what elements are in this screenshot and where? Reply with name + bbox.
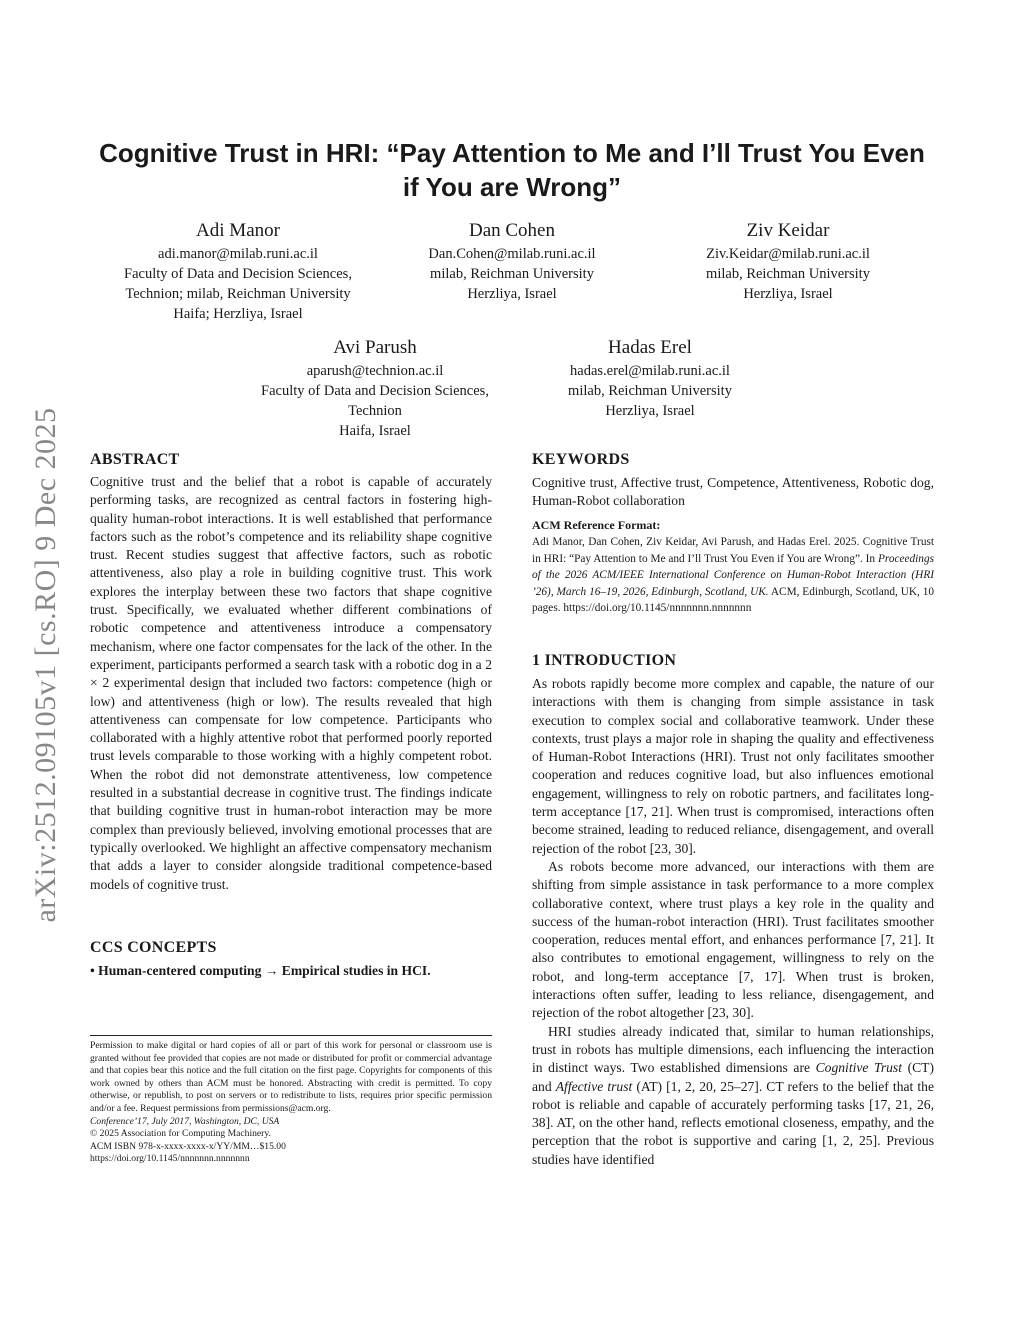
ccs-concepts-text: • Human-centered computing → Empirical studies in HCI.: [90, 963, 431, 978]
keywords-text: Cognitive trust, Affective trust, Competence, Attentiveness, Robotic dog, Human-Robot collaboration: [532, 475, 934, 509]
author-affiliation: Herzliya, Israel: [605, 403, 695, 419]
intro-paragraph-3: HRI studies already indicated that, similar to human relationships, trust in robots has multiple dimensions, each influencing the interaction in distinct ways. Two established dimensions are Cognitive Trust (CT) and Affective trust (AT) [1, 2, 20, 25–27]. CT refers to the belief that the robot is reliable and capable of accurately performing tasks [17, 21, 26, 38]. AT, on the other hand, reflects emotional closeness, empathy, and the perception that the robot is supportive and caring [1, 2, 25]. Previous studies have identified: [532, 1023, 934, 1167]
keywords-body: [532, 474, 934, 511]
author-block-5: [520, 335, 780, 421]
author-email: adi.manor@milab.runi.ac.il: [158, 246, 318, 262]
author-email: Ziv.Keidar@milab.runi.ac.il: [706, 246, 870, 262]
author-block-1: [100, 218, 376, 324]
abstract-text: Cognitive trust and the belief that a robot is capable of accurately performing tasks, are recognized as central factors in fostering high-quality human-robot interactions. It is well established that performance factors such as the robot’s competence and its reliability shape cognitive trust. Recent studies suggest that affective factors, such as robotic attentiveness, also play a role in building cognitive trust. This work explores the interplay between these two factors that shape cognitive trust. Specifically, we evaluated whether different combinations of robotic competence and attentiveness introduce a compensatory mechanism, where one factor compensates for the lack of the other. In the experiment, participants performed a search task with a robotic dog in a 2 × 2 experimental design that included two factors: competence (high or low) and attentiveness (high or low). The results revealed that high attentiveness can compensate for low competence. Participants who collaborated with a highly attentive robot that performed poorly reported trust levels comparable to those working with a highly competent robot. When the robot did not demonstrate attentiveness, low competence resulted in a substantial decrease in cognitive trust. The findings indicate that building cognitive trust in human-robot interaction may be more complex than previously believed, involving emotional processes that are typically overlooked. We highlight an affective compensatory mechanism that adds a layer to consider alongside traditional competence-based models of cognitive trust.: [90, 474, 492, 892]
author-email: aparush@technion.ac.il: [306, 363, 444, 379]
author-affiliation: Herzliya, Israel: [743, 286, 833, 302]
ccs-concepts-body: [90, 962, 492, 980]
permission-footnote: [90, 1035, 492, 1166]
isbn-line: ACM ISBN 978-x-xxxx-xxxx-x/YY/MM…$15.00: [90, 1140, 286, 1152]
author-affiliation: Faculty of Data and Decision Sciences,: [124, 266, 352, 282]
introduction-heading: 1 INTRODUCTION: [532, 652, 677, 669]
author-name: Ziv Keidar: [746, 220, 830, 241]
author-email: Dan.Cohen@milab.runi.ac.il: [428, 246, 596, 262]
acm-reference-text: Adi Manor, Dan Cohen, Ziv Keidar, Avi Parush, and Hadas Erel. 2025. Cognitive Trust in HRI: “Pay Attention to Me and I’ll Trust You Even if You are Wrong”. In Proceedings of the 2026 ACM/IEEE International Conference on Human-Robot Interaction (HRI ’26), March 16–19, 2026, Edinburgh, Scotland, UK. ACM, Edinburgh, Scotland, UK, 10 pages. https://doi.org/10.1145/nnnnnnn.nnnnnnn: [532, 536, 935, 615]
author-name: Adi Manor: [196, 220, 280, 241]
introduction-body: [532, 675, 934, 1169]
permission-text: Permission to make digital or hard copies of all or part of this work for personal or classroom use is granted without fee provided that copies are not made or distributed for profit or commercial advantage and that copies bear this notice and the full citation on the first page. Copyrights for components of this work owned by others than ACM must be honored. Abstracting with credit is permitted. To copy otherwise, or republish, to post on servers or to redistribute to lists, requires prior specific permission and/or a fee. Request permissions from permissions@acm.org.: [90, 1040, 492, 1114]
conference-info: Conference’17, July 2017, Washington, DC, USA: [90, 1115, 280, 1127]
author-affiliation: Technion; milab, Reichman University: [125, 286, 351, 302]
abstract-heading: ABSTRACT: [90, 451, 180, 468]
ccs-concepts-heading: CCS CONCEPTS: [90, 939, 217, 956]
intro-paragraph-1: As robots rapidly become more complex and capable, the nature of our interactions with them is changing from simple assistance in task execution to complex social and collaborative teamwork. Under these contexts, trust plays a major role in shaping the quality and effectiveness of Human-Robot Interactions (HRI). Trust not only facilitates smoother cooperation and reduces cognitive load, but also influences emotional engagement, willingness to rely on robotic partners, and facilitates long-term acceptance [17, 21]. When trust is compromised, interactions often become strained, leading to reduced reliance, disengagement, and overall rejection of the robot [23, 30].: [532, 676, 934, 856]
author-block-4: [236, 335, 514, 441]
arxiv-identifier-stamp: arXiv:2512.09105v1 [cs.RO] 9 Dec 2025: [29, 407, 62, 923]
author-affiliation: Haifa, Israel: [339, 423, 411, 439]
author-block-2: [382, 218, 642, 304]
author-block-3: [658, 218, 918, 304]
acm-reference-heading: ACM Reference Format:: [532, 518, 661, 532]
doi-line: https://doi.org/10.1145/nnnnnnn.nnnnnnn: [90, 1153, 250, 1165]
author-name: Dan Cohen: [468, 220, 555, 241]
abstract-body: [90, 473, 492, 894]
intro-paragraph-2: As robots become more advanced, our interactions with them are shifting from simple assistance in task performance to a more complex collaborative context, where trust plays a key role in the quality and success of the human-robot interaction (HRI). Trust facilitates smoother cooperation, reduces mental effort, and enhances performance [7, 21]. It also contributes to emotional engagement, willingness to rely on the robot, and long-term acceptance [7, 17]. When trust is broken, interactions often suffer, leading to less reliance, disengagement, and rejection of the robot altogether [23, 30].: [532, 858, 934, 1021]
author-affiliation: Faculty of Data and Decision Sciences,: [261, 383, 489, 399]
author-affiliation: Technion: [348, 403, 402, 419]
acm-reference-format: [532, 516, 934, 617]
author-affiliation: milab, Reichman University: [568, 383, 732, 399]
author-affiliation: milab, Reichman University: [430, 266, 594, 282]
author-affiliation: milab, Reichman University: [706, 266, 870, 282]
keywords-heading: KEYWORDS: [532, 451, 630, 468]
paper-title: Cognitive Trust in HRI: “Pay Attention to Me and I’ll Trust You Even if You are Wrong”: [99, 138, 925, 202]
copyright-line: © 2025 Association for Computing Machinery.: [90, 1128, 271, 1140]
author-name: Hadas Erel: [608, 337, 692, 358]
author-name: Avi Parush: [333, 337, 417, 358]
author-affiliation: Herzliya, Israel: [467, 286, 557, 302]
author-affiliation: Haifa; Herzliya, Israel: [173, 306, 303, 322]
author-email: hadas.erel@milab.runi.ac.il: [570, 363, 730, 379]
